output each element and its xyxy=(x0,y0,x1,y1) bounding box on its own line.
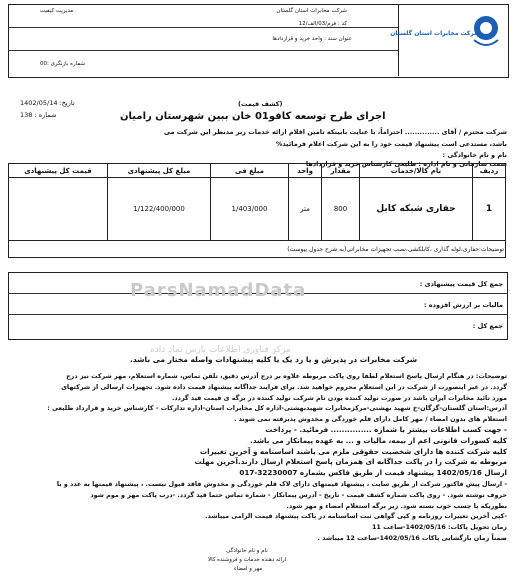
note-line: آدرس:استان گلستان-گرگان-خ شهید بهشتی-مرکزمخابرات شهیدبهشتی-اداره کل مخابرات استان-اداره تدارکات - کارشناس خرید و قرارداد طلیعی : xyxy=(47,404,507,413)
note-line: ارسال 1402/05/16 پیشنهاد قیمت از طریق فاکس بشماره 32230007-017 xyxy=(239,468,507,478)
form-code: کد : فرم/03/الف/12 xyxy=(298,21,347,27)
notes-block xyxy=(10,371,507,544)
note-line: زمان تحویل پاکات: 1402/05/16-ساعت 11 xyxy=(371,523,507,532)
letter-number: شماره : 138 xyxy=(20,111,57,119)
intro-line-2: باشد، مستدعی است پیشنهاد قیمت خود را به این شرکت اعلام فرمائید% xyxy=(275,140,507,148)
cell-offer xyxy=(9,178,108,241)
grand-label: جمع کل : xyxy=(472,322,503,330)
note-line: - جهت کسب اطلاعات بیشتر با شماره ............... فرمائید. - پرداخت xyxy=(265,424,507,434)
col-qty: مقدار xyxy=(322,164,360,178)
doc-title: اجرای طرح توسعه کافو01 خان ببین شهرستان رامیان xyxy=(120,111,386,122)
note-line: توضیحات: در هنگام ارسال پاسخ استعلام لطفا روی پاکت مربوطه علاوه بر درج آدرس دقیق، تلفن تماس، شماره استعلام، مهر شرکت نیز درج xyxy=(66,372,507,380)
note-line: -کپی آخرین تغییرات روزنامه و کپی گواهی ثبت اساسنامه در پاکت پیشنهاد قیمت الزامی میباشد. xyxy=(205,512,507,521)
company-logo xyxy=(390,4,508,70)
col-row: ردیف xyxy=(473,164,506,178)
col-total: مبلغ کل پیشنهادی xyxy=(108,164,211,178)
logo-text: شرکت مخابرات استان گلستان xyxy=(390,30,480,37)
signature-name: نام و نام خانوادگی xyxy=(226,548,268,554)
dept-title: مدیریت کیفیت xyxy=(40,8,74,14)
sum-label: جمع کل قیمت پیشنهادی : xyxy=(419,280,503,288)
note-line: مورد تائید مخابرات ایران باشد در صورت تولید کننده بودن نام شرکت تولید کننده در برگه ی قیمت قید گردد. xyxy=(171,393,507,402)
name-label: نام و نام خانوادگی : xyxy=(442,151,507,159)
col-offer: قیمت کل پیشنهادی xyxy=(9,164,108,178)
signature-stamp: مهر و امضاء xyxy=(234,566,263,572)
vat-label: مالیات بر ارزش افزوده : xyxy=(423,301,503,309)
cell-row: 1 xyxy=(473,178,506,241)
table-description: توضیحات:حفاری،لوله گذاری ،کابلکشی،نصب تجهیزات مخابراتی(به شرح جدول پیوست) xyxy=(9,241,506,258)
col-unit-price: مبلغ فی xyxy=(211,164,289,178)
note-line: ضمناً زمان بازگشایی پاکات 1402/05/16-ساعت 12 میباشد . xyxy=(317,533,507,542)
cell-qty: 800 xyxy=(322,178,360,241)
items-table xyxy=(8,163,506,258)
note-line: مربوطه به شرکت را در پاکت جداگانه ای همزمان پاسخ استعلام ارسال دارند.آخرین مهلت xyxy=(194,457,507,467)
watermark-sub: مرکز فناوری اطلاعات پارس نماد داده xyxy=(150,345,291,355)
note-line: حروف نوشته شود. - روی پاکت شماره کشف قیمت - تاریخ - آدرس پیمانکار - شماره تماس حتما قید گردد. -درب پاکت مهر و موم شود xyxy=(90,490,507,499)
note-line: - ارسال پیش فاکتور شرکت از طریق سایت ، پیشنهاد قیمتهای دارای لاک قلم خوردگی و مخدوش فاقد قبول نیست. ، پیشنهاد قیمتها به عدد و با xyxy=(56,479,507,488)
table-header-row xyxy=(9,164,506,178)
note-line: کلیه شرکت کننده ها دارای شخصیت حقوقی ملزم می باشند اساسنامه و آخرین تغییرات xyxy=(199,446,507,456)
intro-line-1: شرکت محترم / آقای .............. احتراماً، با عنایت بابینکه تامین اقلام ارائه خدمات زیر مدنظر این شرکت می xyxy=(163,128,507,136)
org-label: سمت سازمانی و نام اداره : طلیعی کارشناس خرید و قراردادها xyxy=(305,160,507,168)
letter-date: تاریخ: 1402/05/14 xyxy=(20,99,75,107)
note-line: کلیه کسورات قانونی اعم از بیمه، مالیات و ... به عهده پیمانکار می باشد. xyxy=(250,435,507,445)
archive-no: شماره بازنگری :00 xyxy=(40,61,86,67)
signature-company: ارائه دهنده خدمات و فروشنده کالا xyxy=(208,557,287,563)
note-line: گردد. در غیر اینصورت از شرکت در این استعلام محروم خواهید شد. برای فرایند جداگانه پیشنهاد قیمت داده شود. تجهیزات ارسالی از شرکتهای xyxy=(61,382,507,391)
cell-unit: متر xyxy=(289,178,322,241)
note-line: استعلام های بدون امضاء / مهر کامل دارای قلم خوردگی و مخدوش پذیرفته نمی شوند . xyxy=(233,415,507,424)
cell-name: حفاری شبکه کابل xyxy=(360,178,473,241)
cell-total: 1/122/400/000 xyxy=(108,178,211,241)
subject-label: عنوان سند : واحد خرید و قراردادها xyxy=(272,36,352,42)
rights-statement: شرکت مخابرات در پذیرش و یا رد یک یا کلیه پیشنهادات واصله مختار می باشد. xyxy=(130,355,418,364)
watermark-brand: ParsNamadData xyxy=(130,280,307,301)
cell-unit-price: 1/403/000 xyxy=(211,178,289,241)
table-row xyxy=(9,178,506,241)
company-title: شرکت مخابرات استان گلستان xyxy=(276,8,347,14)
col-unit: واحد xyxy=(289,164,322,178)
doc-kind: (کشف قیمت) xyxy=(238,100,283,108)
col-name: نام کالا/خدمات xyxy=(360,164,473,178)
note-line: بطوریکه با چسب خوب بسته شود. زیر برگه استعلام امضاء و مهر شود. xyxy=(286,501,507,510)
